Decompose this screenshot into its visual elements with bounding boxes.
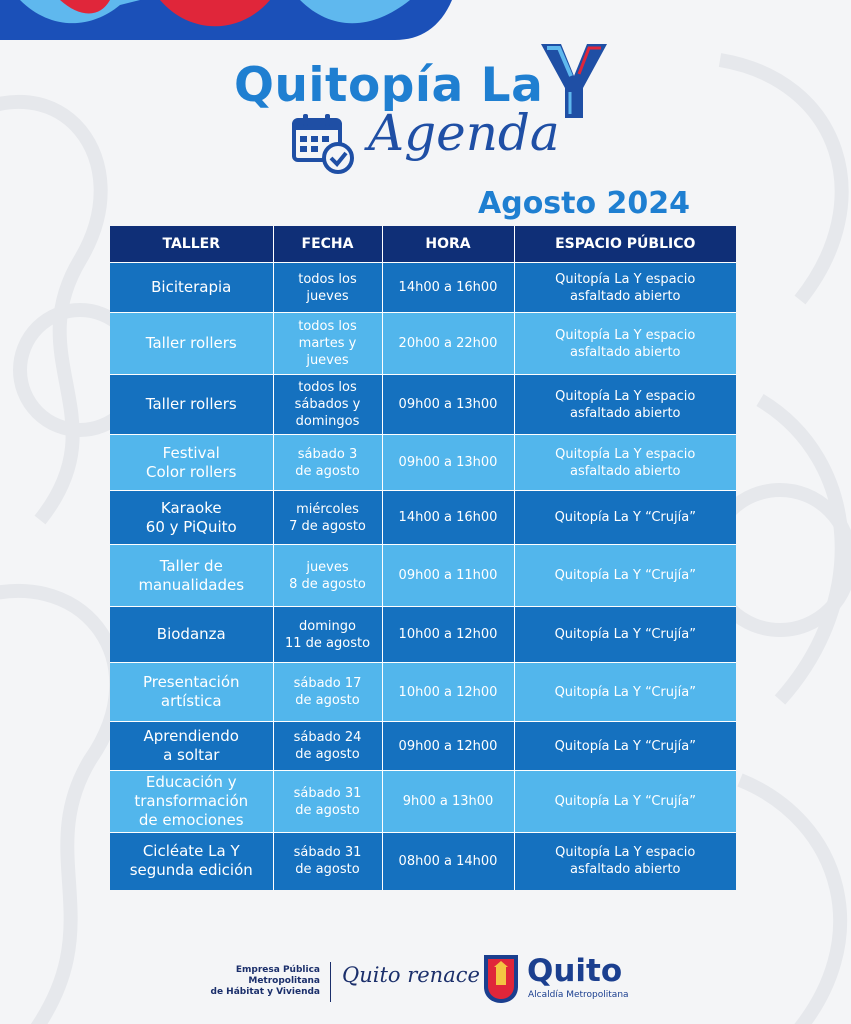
cell-hora: 08h00 a 14h00 [382,833,514,890]
cell-fecha: todos los martes y jueves [273,313,382,375]
cell-hora: 09h00 a 11h00 [382,545,514,607]
cell-hora: 14h00 a 16h00 [382,491,514,545]
table-row [110,263,736,313]
table-header-row [110,226,736,263]
cell-taller: Biciterapia [110,263,273,313]
calendar-check-icon [292,112,356,176]
cell-taller: Cicléate La Y segunda edición [110,833,273,890]
header-hora: HORA [382,226,514,263]
table-row [110,607,736,663]
cell-fecha: sábado 31 de agosto [273,833,382,890]
cell-taller: Festival Color rollers [110,435,273,491]
cell-taller: Presentación artística [110,663,273,722]
cell-taller: Biodanza [110,607,273,663]
cell-espacio: Quitopía La Y espacio asfaltado abierto [514,435,736,491]
cell-hora: 20h00 a 22h00 [382,313,514,375]
cell-taller: Educación y transformación de emociones [110,771,273,833]
table-row [110,491,736,545]
cell-fecha: sábado 17 de agosto [273,663,382,722]
table-row [110,833,736,890]
cell-taller: Taller rollers [110,313,273,375]
cell-hora: 09h00 a 13h00 [382,435,514,491]
cell-fecha: todos los sábados y domingos [273,375,382,435]
cell-espacio: Quitopía La Y “Crujía” [514,771,736,833]
cell-espacio: Quitopía La Y “Crujía” [514,545,736,607]
cell-fecha: todos los jueves [273,263,382,313]
quito-brand: Quito [527,953,623,989]
footer-divider [330,962,331,1002]
cell-taller: Aprendiendo a soltar [110,722,273,771]
header-taller: TALLER [110,226,273,263]
table-row [110,313,736,375]
table-row [110,545,736,607]
header-fecha: FECHA [273,226,382,263]
month-label: Agosto 2024 [478,186,691,221]
cell-hora: 09h00 a 13h00 [382,375,514,435]
table-row [110,663,736,722]
table-row [110,435,736,491]
cell-hora: 9h00 a 13h00 [382,771,514,833]
cell-hora: 14h00 a 16h00 [382,263,514,313]
cell-fecha: domingo 11 de agosto [273,607,382,663]
alcaldia-label: Alcaldía Metropolitana [528,990,629,1000]
cell-espacio: Quitopía La Y “Crujía” [514,607,736,663]
slogan: Quito renace [342,963,480,987]
cell-hora: 09h00 a 12h00 [382,722,514,771]
schedule-table [110,226,736,890]
cell-fecha: sábado 3 de agosto [273,435,382,491]
cell-espacio: Quitopía La Y espacio asfaltado abierto [514,313,736,375]
page-title: Quitopía La [234,58,544,113]
cell-fecha: jueves 8 de agosto [273,545,382,607]
cell-espacio: Quitopía La Y “Crujía” [514,663,736,722]
top-decorative-band [0,0,452,40]
cell-espacio: Quitopía La Y espacio asfaltado abierto [514,263,736,313]
cell-taller: Taller rollers [110,375,273,435]
cell-taller: Taller de manualidades [110,545,273,607]
cell-hora: 10h00 a 12h00 [382,607,514,663]
cell-taller: Karaoke 60 y PiQuito [110,491,273,545]
cell-espacio: Quitopía La Y “Crujía” [514,491,736,545]
cell-espacio: Quitopía La Y espacio asfaltado abierto [514,833,736,890]
header-espacio: ESPACIO PÚBLICO [514,226,736,263]
table-row [110,722,736,771]
cell-hora: 10h00 a 12h00 [382,663,514,722]
cell-fecha: miércoles 7 de agosto [273,491,382,545]
cell-fecha: sábado 31 de agosto [273,771,382,833]
empresa-label: Empresa Pública Metropolitana de Hábitat y Vivienda [210,965,320,997]
cell-fecha: sábado 24 de agosto [273,722,382,771]
cell-espacio: Quitopía La Y espacio asfaltado abierto [514,375,736,435]
cell-espacio: Quitopía La Y “Crujía” [514,722,736,771]
table-row [110,375,736,435]
quito-shield-icon [482,953,520,1005]
table-row [110,771,736,833]
agenda-subtitle: Agenda [368,104,560,162]
